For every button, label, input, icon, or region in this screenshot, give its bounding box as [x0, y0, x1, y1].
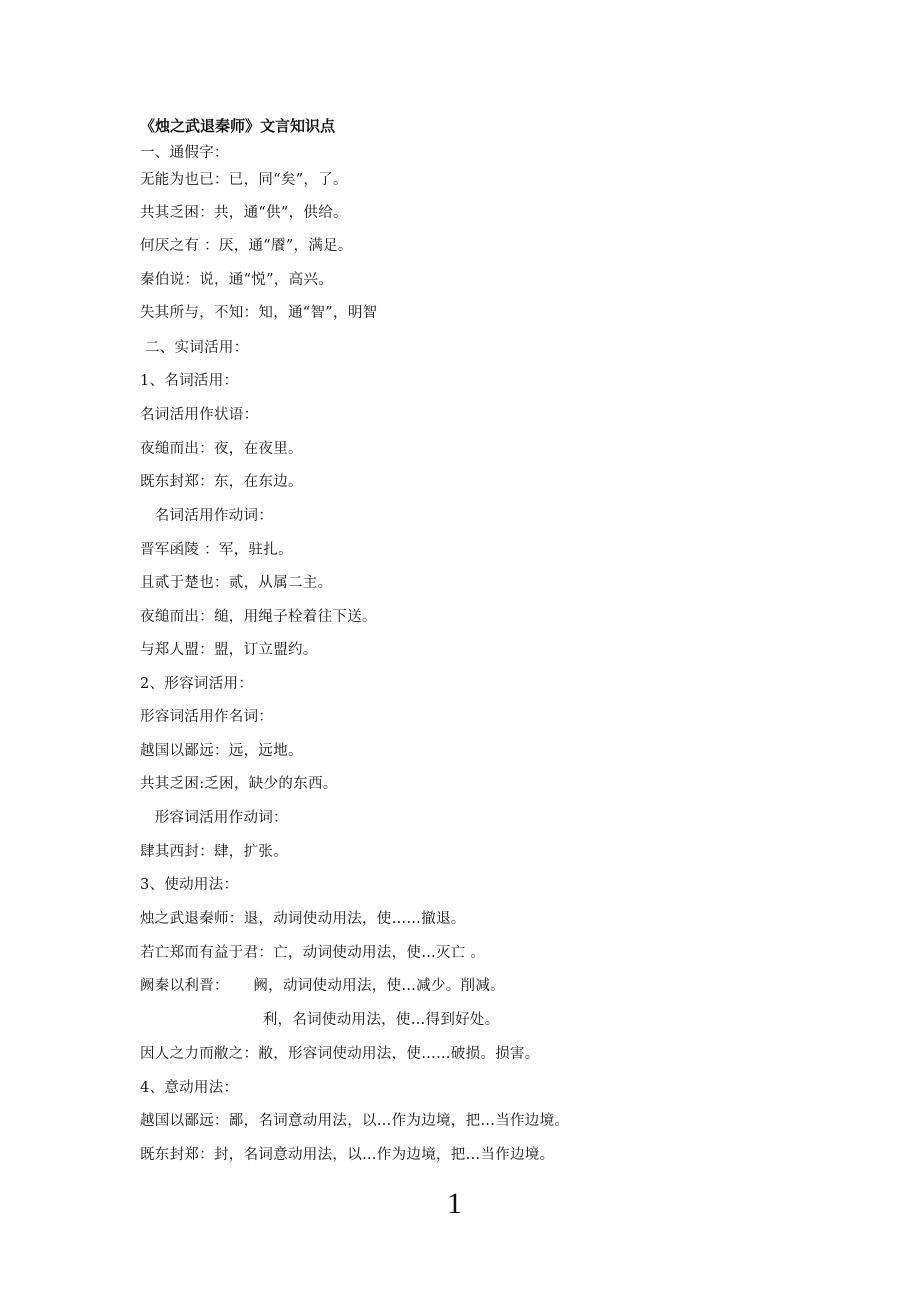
text-line: 且贰于楚也：贰，从属二主。: [140, 575, 333, 591]
text-line: 阙秦以利晋： 阙，动词使动用法，使…减少。削减。: [140, 978, 505, 994]
text-line: 夜缒而出：夜，在夜里。: [140, 441, 303, 457]
text-line: 何厌之有 ：厌，通“餍”，满足。: [140, 238, 353, 254]
document-title: 《烛之武退秦师》文言知识点: [140, 117, 336, 135]
text-line: 若亡郑而有益于君：亡，动词使动用法，使…灭亡 。: [140, 945, 486, 961]
text-line: 2、形容词活用：: [140, 676, 254, 692]
section-heading: 二、实词活用：: [140, 340, 249, 356]
text-line: 既东封郑：封，名词意动用法，以…作为边境，把…当作边境。: [140, 1147, 555, 1163]
text-line: 1、名词活用：: [140, 373, 239, 389]
text-line: 名词活用作动词：: [140, 508, 274, 524]
text-line: 越国以鄙远：远，远地。: [140, 743, 303, 759]
text-line: 一、通假字：: [140, 145, 229, 161]
text-line: 因人之力而敝之：敝，形容词使动用法，使……破损。损害。: [140, 1046, 540, 1062]
text-line: 无能为也已：已，同“矣”，了。: [140, 172, 348, 188]
text-line: 共其乏困：共，通“供”，供给。: [140, 205, 348, 221]
text-line: 形容词活用作名词：: [140, 709, 274, 725]
page-number: 1: [447, 1187, 462, 1220]
text-line: 4、意动用法：: [140, 1080, 239, 1096]
text-line: 与郑人盟：盟，订立盟约。: [140, 642, 318, 658]
text-line: 名词活用作状语：: [140, 407, 259, 423]
text-line: 利，名词使动用法，使…得到好处。: [140, 1012, 500, 1028]
text-line: 既东封郑：东，在东边。: [140, 474, 303, 490]
text-line: 3、使动用法：: [140, 877, 239, 893]
text-line: 形容词活用作动词：: [140, 810, 288, 826]
text-line: 晋军函陵 ：军，驻扎。: [140, 542, 293, 558]
text-line: 越国以鄙远：鄙，名词意动用法，以…作为边境，把…当作边境。: [140, 1113, 570, 1129]
text-line: 秦伯说：说，通“悦”，高兴。: [140, 272, 334, 288]
text-line: 共其乏困:乏困，缺少的东西。: [140, 776, 338, 792]
text-line: 失其所与，不知：知，通“智”，明智: [140, 305, 378, 321]
text-line: 肆其西封：肆，扩张。: [140, 844, 288, 860]
text-line: 烛之武退秦师：退，动词使动用法，使……撤退。: [140, 911, 466, 927]
text-line: 夜缒而出：缒，用绳子栓着往下送。: [140, 609, 377, 625]
